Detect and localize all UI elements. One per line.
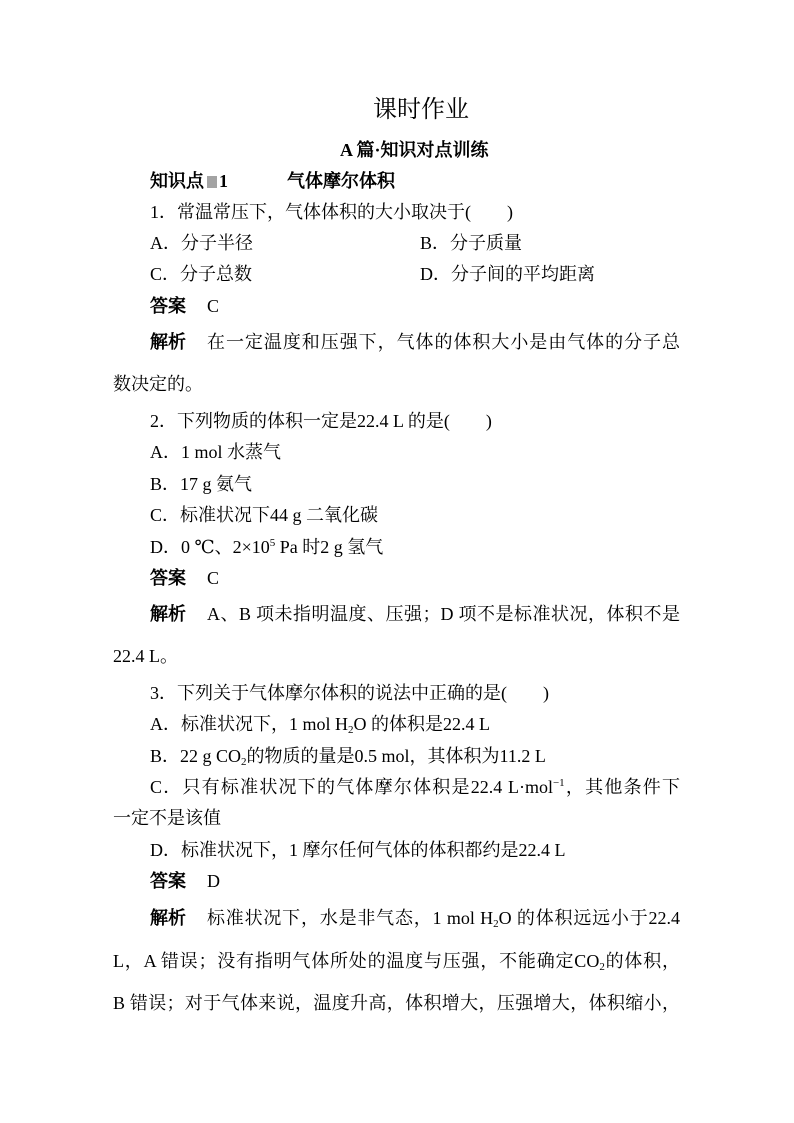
- superscript: 5: [269, 537, 276, 549]
- answer-value: D: [207, 871, 220, 891]
- knowledge-point-number: 1: [219, 171, 228, 191]
- option-a: A．1 mol 水蒸气: [150, 442, 282, 462]
- option-b: [150, 745, 546, 767]
- answer-value: C: [207, 568, 220, 588]
- option-c-text: C．只有标准状况下的气体摩尔体积是22.4 L·mol: [150, 777, 553, 797]
- option-c: C．分子总数: [150, 264, 253, 284]
- analysis-line: [207, 907, 680, 929]
- analysis-line: A、B 项未指明温度、压强；D 项不是标准状况，体积不是: [207, 604, 680, 624]
- question-stem: 3．下列关于气体摩尔体积的说法中正确的是( ): [150, 683, 549, 703]
- superscript: −1: [552, 777, 565, 789]
- option-a-text: A．标准状况下，1 mol H: [150, 714, 348, 734]
- option-d: D．标准状况下，1 摩尔任何气体的体积都约是22.4 L: [150, 840, 566, 860]
- answer-label: 答案: [150, 871, 186, 891]
- option-b-text-end: 的物质的量是0.5 mol，其体积为11.2 L: [246, 746, 546, 766]
- gray-square-icon: [207, 176, 217, 188]
- analysis-text-end: O 的体积远远小于22.4: [498, 908, 681, 928]
- question-stem: 1．常温常压下，气体体积的大小取决于( ): [150, 202, 513, 222]
- analysis-line: 22.4 L。: [113, 646, 178, 666]
- option-c: C．标准状况下44 g 二氧化碳: [150, 505, 379, 525]
- option-a: [150, 713, 490, 735]
- option-b: B．分子质量: [420, 233, 523, 253]
- subscript: 2: [493, 918, 499, 930]
- page-title: 课时作业: [373, 97, 469, 123]
- subscript: 2: [348, 724, 354, 736]
- option-a-text-end: O 的体积是22.4 L: [353, 714, 490, 734]
- option-c-text-end: ，其他条件下: [564, 777, 681, 797]
- analysis-text-end: 的体积，: [604, 951, 680, 971]
- analysis-text: 标准状况下，水是非气态，1 mol H: [207, 908, 494, 928]
- knowledge-point-topic: 气体摩尔体积: [287, 171, 395, 191]
- analysis-text: L，A 错误；没有指明气体所处的温度与压强，不能确定CO: [113, 951, 600, 971]
- subscript: 2: [241, 756, 247, 768]
- answer-label: 答案: [150, 296, 186, 316]
- option-a: A．分子半径: [150, 233, 253, 253]
- option-b: B．17 g 氨气: [150, 474, 253, 494]
- analysis-line: 数决定的。: [113, 374, 203, 394]
- analysis-line: B 错误；对于气体来说，温度升高，体积增大，压强增大，体积缩小，: [113, 993, 680, 1013]
- analysis-line: 在一定温度和压强下，气体的体积大小是由气体的分子总: [207, 332, 680, 352]
- option-b-text: B．22 g CO: [150, 746, 242, 766]
- option-d-text-end: Pa 时2 g 氢气: [275, 537, 384, 557]
- option-c: [150, 776, 680, 798]
- section-subtitle: A 篇·知识对点训练: [340, 140, 489, 160]
- knowledge-point-heading: [150, 170, 228, 192]
- knowledge-point-label: 知识点: [150, 171, 204, 191]
- answer-label: 答案: [150, 568, 186, 588]
- option-c-continuation: 一定不是该值: [113, 808, 221, 828]
- option-d-text: D．0 ℃、2×10: [150, 537, 270, 557]
- option-d: D．分子间的平均距离: [420, 264, 595, 284]
- analysis-line: [113, 950, 680, 972]
- analysis-label: 解析: [150, 604, 186, 624]
- answer-value: C: [207, 296, 220, 316]
- question-stem: 2．下列物质的体积一定是22.4 L 的是( ): [150, 411, 492, 431]
- subscript: 2: [599, 961, 605, 973]
- analysis-label: 解析: [150, 332, 186, 352]
- analysis-label: 解析: [150, 908, 186, 928]
- option-d: [150, 536, 383, 558]
